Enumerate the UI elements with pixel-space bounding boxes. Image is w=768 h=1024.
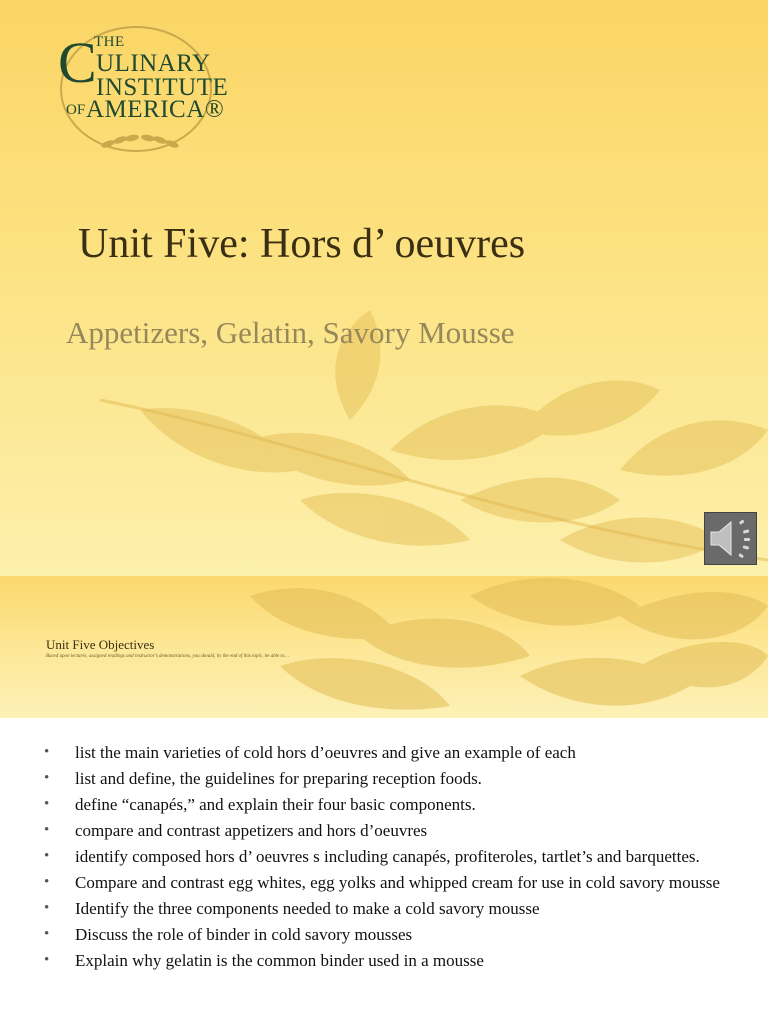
slide-title: Unit Five: Hors d’ oeuvres (78, 221, 526, 267)
logo-the: THE (94, 34, 125, 50)
slide-subtitle: Appetizers, Gelatin, Savory Mousse (66, 315, 515, 350)
list-item: • Discuss the role of binder in cold savory mousses (44, 925, 413, 944)
logo-line2: INSTITUTE (96, 74, 229, 101)
objectives-slide-header (0, 576, 768, 718)
speaker-button[interactable] (704, 512, 757, 565)
list-item: • Explain why gelatin is the common binder used in a mousse (44, 951, 484, 970)
bullet-icon: • (44, 822, 50, 838)
list-item: • compare and contrast appetizers and hors d’oeuvres (44, 821, 428, 840)
objectives-title: Unit Five Objectives (46, 637, 155, 652)
bullet-icon: • (44, 744, 50, 760)
logo-line1: ULINARY (96, 50, 211, 77)
bullet-icon: • (44, 770, 50, 786)
logo-initial-c: C (58, 30, 97, 95)
list-item: • define “canapés,” and explain their four basic components. (44, 795, 476, 814)
list-item: • Identify the three components needed to make a cold savory mousse (44, 899, 540, 918)
bullet-icon: • (44, 926, 50, 942)
bullet-icon: • (44, 952, 50, 968)
bullet-icon: • (44, 848, 50, 864)
culinary-institute-logo (56, 22, 229, 156)
logo-line3: AMERICA® (86, 96, 225, 123)
list-item: • list the main varieties of cold hors d’oeuvres and give an example of each (44, 743, 576, 762)
objectives-subtitle: Based upon lectures, assigned readings and instructor’s demonstrations, you should, by the end of this topic, be able to… (46, 654, 289, 659)
bullet-icon: • (44, 900, 50, 916)
list-item: • Compare and contrast egg whites, egg yolks and whipped cream for use in cold savory mousse (44, 873, 720, 892)
bullet-icon: • (44, 796, 50, 812)
list-item: • list and define, the guidelines for preparing reception foods. (44, 769, 482, 788)
speaker-icon (705, 513, 756, 564)
objectives-list (44, 741, 744, 975)
list-item: • identify composed hors d’ oeuvres s including canapés, profiteroles, tartlet’s and barquettes. (44, 847, 700, 866)
wheat-icon (98, 126, 182, 152)
bullet-icon: • (44, 874, 50, 890)
logo-of: OF (66, 102, 86, 118)
